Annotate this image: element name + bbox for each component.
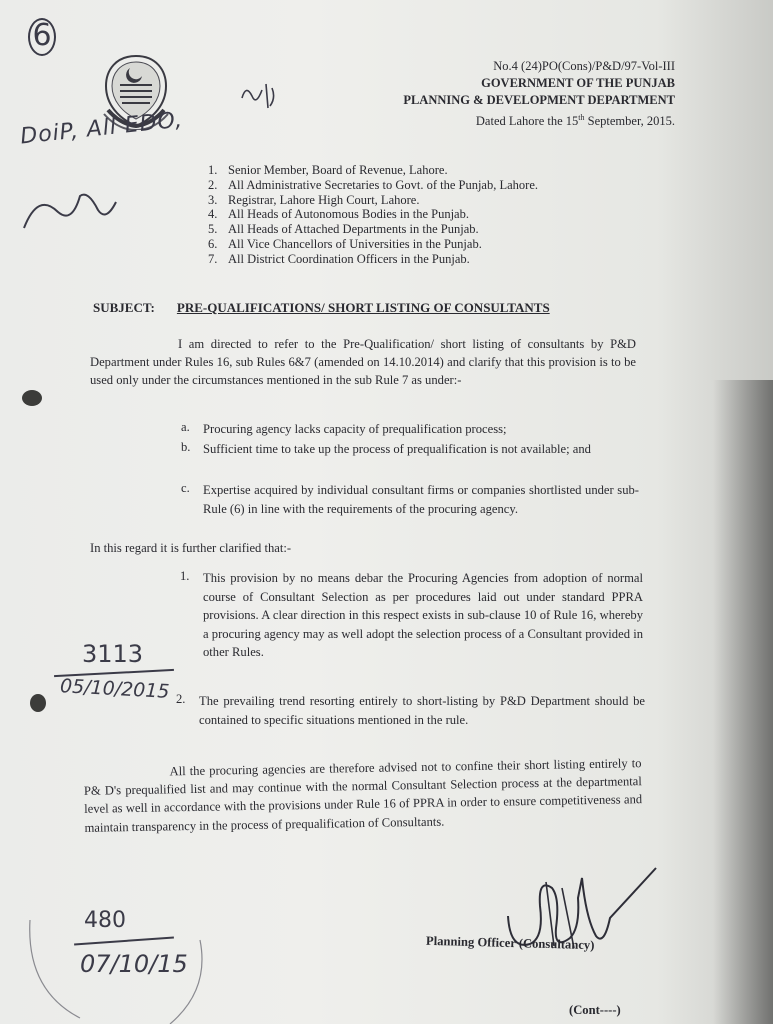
recipient-list (208, 163, 538, 267)
addressee-note: DoiP, All EDO, (19, 107, 185, 150)
intro-paragraph: I am directed to refer to the Pre-Qualification/ short listing of consultants by P&D Department under Rules 16, sub Rules 6&7 (amended on 14.10.2014) and clarify that this provision is to be used only under the circumstances mentioned in the sub Rule 7 as under:- (90, 337, 636, 388)
initial-scribble-icon (18, 188, 128, 232)
item-marker: 2. (176, 692, 186, 706)
subject-title: PRE-QUALIFICATIONS/ SHORT LISTING OF CONSULTANTS (176, 300, 550, 315)
item-marker: c. (181, 481, 190, 495)
list-item: 2. All Administrative Secretaries to Govt. of the Punjab, Lahore. (208, 177, 538, 192)
continuation-marker: (Cont----) (569, 1003, 621, 1017)
subject-label: SUBJECT: (93, 300, 155, 315)
list-item: 6. All Vice Chancellors of Universities in the Punjab. (208, 236, 482, 251)
diary-date: 05/10/2015 (59, 675, 171, 703)
corner-mark: 6 (28, 18, 56, 56)
diary-number: 3113 (82, 640, 144, 668)
list-item: 1. Senior Member, Board of Revenue, Lahore. (208, 163, 448, 177)
stamp-arc-icon (20, 900, 220, 1024)
list-item: 7. All District Coordination Officers in the Punjab. (208, 251, 470, 266)
item-marker: 1. (180, 569, 190, 583)
signature-designation: Planning Officer (Consultancy) (425, 933, 595, 953)
government-title: GOVERNMENT OF THE PUNJAB (481, 76, 675, 90)
subject-line (93, 300, 550, 316)
circumstance-item: Procuring agency lacks capacity of prequalification process; (203, 422, 507, 436)
circumstance-item: Expertise acquired by individual consultant firms or companies shortlisted under sub- Rule (6) in line with the requirements of the procuring agency. (203, 483, 639, 516)
list-item: 3. Registrar, Lahore High Court, Lahore. (208, 192, 420, 207)
letterhead (403, 58, 675, 130)
list-item: 5. All Heads of Attached Departments in the Punjab. (208, 222, 479, 237)
closing-paragraph: All the procuring agencies are therefore advised not to confine their short listing entirely to P& D's prequalified list and may continue with the normal Consultant Selection process at the departmental level as well in accordance with the provisions under Rule 16 of PPRA in order to ensure competitiveness and maintain transparency in the process of prequalification of Consultants. (83, 756, 643, 835)
department-title: PLANNING & DEVELOPMENT DEPARTMENT (403, 93, 675, 107)
dated-line: Dated Lahore the 15th September, 2015. (475, 113, 675, 129)
clarification-item: The prevailing trend resorting entirely to short-listing by P&D Department should be contained to specific situations mentioned in the rule. (199, 694, 645, 727)
urdu-scribble-icon (238, 78, 278, 114)
item-marker: a. (181, 420, 190, 434)
circumstance-item: Sufficient time to take up the process of prequalification is not available; and (203, 442, 591, 456)
page-shadow (713, 380, 773, 1024)
bottom-date: 07/10/15 (80, 950, 188, 978)
clarification-intro: In this regard it is further clarified that:- (90, 541, 292, 555)
list-item: 4. All Heads of Autonomous Bodies in the Punjab. (208, 207, 469, 222)
clarification-item: This provision by no means debar the Procuring Agencies from adoption of normal course of Consultant Selection as per procedures laid out under standard PPRA provisions. A clear direction in this respect exists in sub-clause 10 of Rule 16, whereby a procuring agency may as well adopt the selection process of a Consultant provided in other Rules. (203, 571, 643, 659)
item-marker: b. (181, 440, 191, 454)
ink-blot (22, 390, 42, 406)
reference-number: No.4 (24)PO(Cons)/P&D/97-Vol-III (493, 59, 675, 73)
ink-blot (30, 694, 46, 712)
bottom-number: 480 (84, 908, 126, 933)
